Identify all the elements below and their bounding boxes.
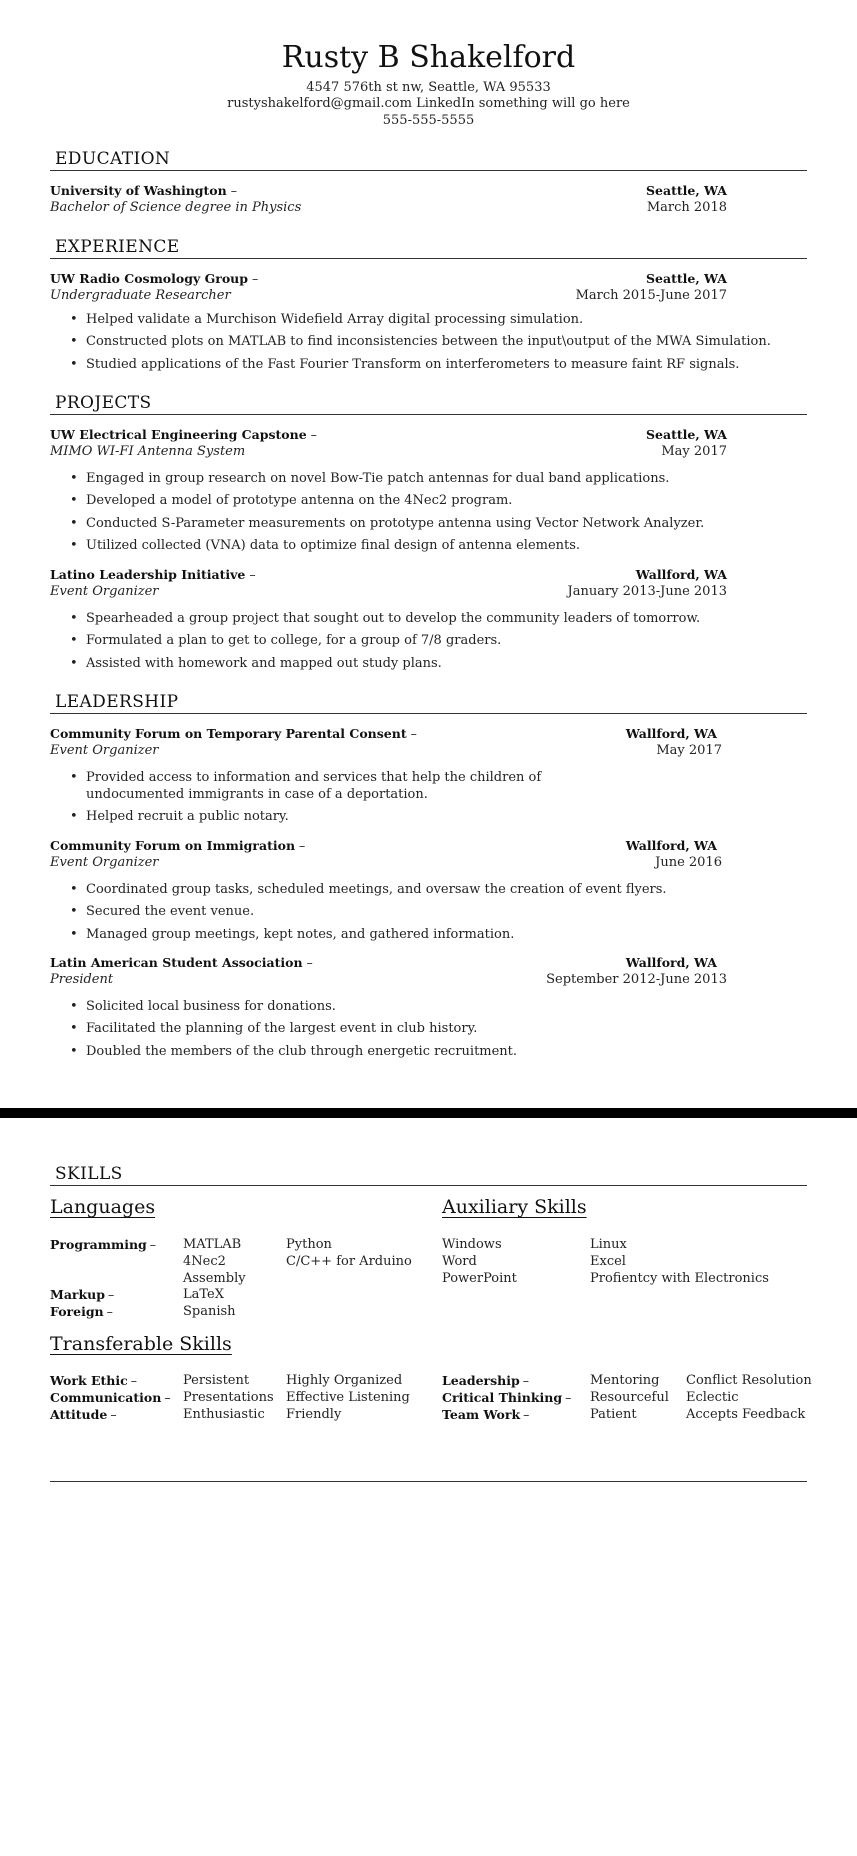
skill-label: Attitude – bbox=[50, 1407, 117, 1422]
page-separator bbox=[0, 1108, 857, 1118]
skill-item: LaTeX bbox=[183, 1287, 224, 1302]
leadership-location: Wallford, WA bbox=[625, 726, 717, 741]
project-org: UW Electrical Engineering Capstone – bbox=[50, 427, 317, 442]
list-item: • Managed group meetings, kept notes, and gathered information. bbox=[70, 926, 667, 943]
skill-item: MATLAB bbox=[183, 1237, 242, 1252]
skill-item: Effective Listening bbox=[286, 1390, 410, 1405]
skill-item: Eclectic bbox=[686, 1390, 739, 1405]
skill-item: Spanish bbox=[183, 1304, 236, 1319]
education-org: University of Washington – bbox=[50, 183, 237, 198]
project-role: MIMO WI-FI Antenna System bbox=[50, 444, 246, 459]
skill-item: Excel bbox=[590, 1254, 626, 1269]
leadership-org: Latin American Student Association – bbox=[50, 955, 313, 970]
project-location: Wallford, WA bbox=[635, 567, 727, 582]
list-item: • Coordinated group tasks, scheduled meetings, and oversaw the creation of event flyers. bbox=[70, 881, 667, 898]
project-bullets bbox=[70, 610, 700, 677]
project-role: Event Organizer bbox=[50, 584, 159, 599]
skill-label: Programming – bbox=[50, 1237, 157, 1252]
project-date: January 2013-June 2013 bbox=[567, 584, 727, 599]
skills-rule bbox=[50, 1185, 807, 1186]
leadership-role: President bbox=[50, 972, 114, 987]
skill-label: Critical Thinking – bbox=[442, 1390, 572, 1405]
skill-item: Profientcy with Electronics bbox=[590, 1271, 769, 1286]
languages-title: Languages bbox=[50, 1196, 156, 1218]
project-org: Latino Leadership Initiative – bbox=[50, 567, 256, 582]
skill-label: Leadership – bbox=[442, 1373, 529, 1388]
skill-item: Word bbox=[442, 1254, 477, 1269]
transferable-title: Transferable Skills bbox=[50, 1333, 232, 1355]
education-date: March 2018 bbox=[646, 200, 727, 215]
list-item: • Provided access to information and services that help the children of undocumented immigrants in case of a deportation. bbox=[70, 769, 610, 803]
phone-line: 555-555-5555 bbox=[382, 113, 475, 128]
skill-item: Persistent bbox=[183, 1373, 250, 1388]
skill-label: Team Work – bbox=[442, 1407, 530, 1422]
leadership-bullets bbox=[70, 881, 667, 948]
skill-item: C/C++ for Arduino bbox=[286, 1254, 412, 1269]
experience-org: UW Radio Cosmology Group – bbox=[50, 271, 259, 286]
address-line: 4547 576th st nw, Seattle, WA 95533 bbox=[306, 80, 551, 95]
education-role: Bachelor of Science degree in Physics bbox=[50, 200, 302, 215]
skill-label: Markup – bbox=[50, 1287, 115, 1302]
resume-page-2 bbox=[0, 1118, 857, 1856]
skill-item: Highly Organized bbox=[286, 1373, 403, 1388]
list-item: • Solicited local business for donations. bbox=[70, 998, 517, 1015]
skill-item: Windows bbox=[442, 1237, 502, 1252]
list-item: • Engaged in group research on novel Bow-Tie patch antennas for dual band applications. bbox=[70, 470, 704, 487]
leadership-bullets bbox=[70, 769, 610, 831]
experience-role: Undergraduate Researcher bbox=[50, 288, 231, 303]
skills-heading: SKILLS bbox=[55, 1164, 123, 1184]
skill-item: Accepts Feedback bbox=[686, 1407, 806, 1422]
skill-item: Patient bbox=[590, 1407, 637, 1422]
skill-item: Resourceful bbox=[590, 1390, 669, 1405]
experience-heading: EXPERIENCE bbox=[55, 237, 180, 257]
experience-bullets bbox=[70, 311, 771, 378]
education-rule bbox=[50, 170, 807, 171]
project-location: Seattle, WA bbox=[646, 427, 727, 442]
skill-item: Mentoring bbox=[590, 1373, 660, 1388]
skill-item: 4Nec2 bbox=[183, 1254, 226, 1269]
skill-item: Friendly bbox=[286, 1407, 342, 1422]
list-item: • Developed a model of prototype antenna on the 4Nec2 program. bbox=[70, 492, 704, 509]
projects-heading: PROJECTS bbox=[55, 393, 152, 413]
list-item: • Facilitated the planning of the largest event in club history. bbox=[70, 1020, 517, 1037]
education-location: Seattle, WA bbox=[646, 183, 727, 198]
leadership-date: June 2016 bbox=[655, 855, 722, 870]
leadership-heading: LEADERSHIP bbox=[55, 692, 179, 712]
skill-item: PowerPoint bbox=[442, 1271, 517, 1286]
list-item: • Formulated a plan to get to college, for a group of 7/8 graders. bbox=[70, 632, 700, 649]
email-line: rustyshakelford@gmail.com LinkedIn something will go here bbox=[227, 96, 630, 111]
leadership-role: Event Organizer bbox=[50, 855, 159, 870]
education-heading: EDUCATION bbox=[55, 149, 171, 169]
footer-rule bbox=[50, 1481, 807, 1482]
auxiliary-title: Auxiliary Skills bbox=[442, 1196, 587, 1218]
project-date: May 2017 bbox=[661, 444, 727, 459]
leadership-date: September 2012-June 2013 bbox=[546, 972, 727, 987]
skill-label: Communication – bbox=[50, 1390, 171, 1405]
skill-item: Linux bbox=[590, 1237, 627, 1252]
list-item: • Doubled the members of the club through energetic recruitment. bbox=[70, 1043, 517, 1060]
skill-item: Presentations bbox=[183, 1390, 274, 1405]
skill-item: Conflict Resolution bbox=[686, 1373, 812, 1388]
skill-item: Enthusiastic bbox=[183, 1407, 265, 1422]
leadership-rule bbox=[50, 713, 807, 714]
list-item: • Secured the event venue. bbox=[70, 903, 667, 920]
list-item: • Utilized collected (VNA) data to optimize final design of antenna elements. bbox=[70, 537, 704, 554]
projects-rule bbox=[50, 414, 807, 415]
leadership-role: Event Organizer bbox=[50, 743, 159, 758]
list-item: • Studied applications of the Fast Fourier Transform on interferometers to measure faint RF signals. bbox=[70, 356, 771, 373]
leadership-location: Wallford, WA bbox=[625, 838, 717, 853]
leadership-date: May 2017 bbox=[656, 743, 722, 758]
skill-item: Assembly bbox=[183, 1271, 246, 1286]
skill-item: Python bbox=[286, 1237, 332, 1252]
leadership-location: Wallford, WA bbox=[625, 955, 717, 970]
list-item: • Constructed plots on MATLAB to find inconsistencies between the input\output of the MWA Simulation. bbox=[70, 333, 771, 350]
experience-rule bbox=[50, 258, 807, 259]
list-item: • Spearheaded a group project that sought out to develop the community leaders of tomorrow. bbox=[70, 610, 700, 627]
list-item: • Helped validate a Murchison Widefield Array digital processing simulation. bbox=[70, 311, 771, 328]
skill-label: Foreign – bbox=[50, 1304, 113, 1319]
leadership-org: Community Forum on Temporary Parental Consent – bbox=[50, 726, 417, 741]
list-item: • Helped recruit a public notary. bbox=[70, 808, 610, 825]
list-item: • Assisted with homework and mapped out study plans. bbox=[70, 655, 700, 672]
experience-date: March 2015-June 2017 bbox=[575, 288, 727, 303]
candidate-name: Rusty B Shakelford bbox=[281, 40, 576, 75]
skill-label: Work Ethic – bbox=[50, 1373, 137, 1388]
list-item: • Conducted S-Parameter measurements on prototype antenna using Vector Network Analyzer. bbox=[70, 515, 704, 532]
project-bullets bbox=[70, 470, 704, 560]
experience-location: Seattle, WA bbox=[646, 271, 727, 286]
leadership-org: Community Forum on Immigration – bbox=[50, 838, 306, 853]
leadership-bullets bbox=[70, 998, 517, 1065]
